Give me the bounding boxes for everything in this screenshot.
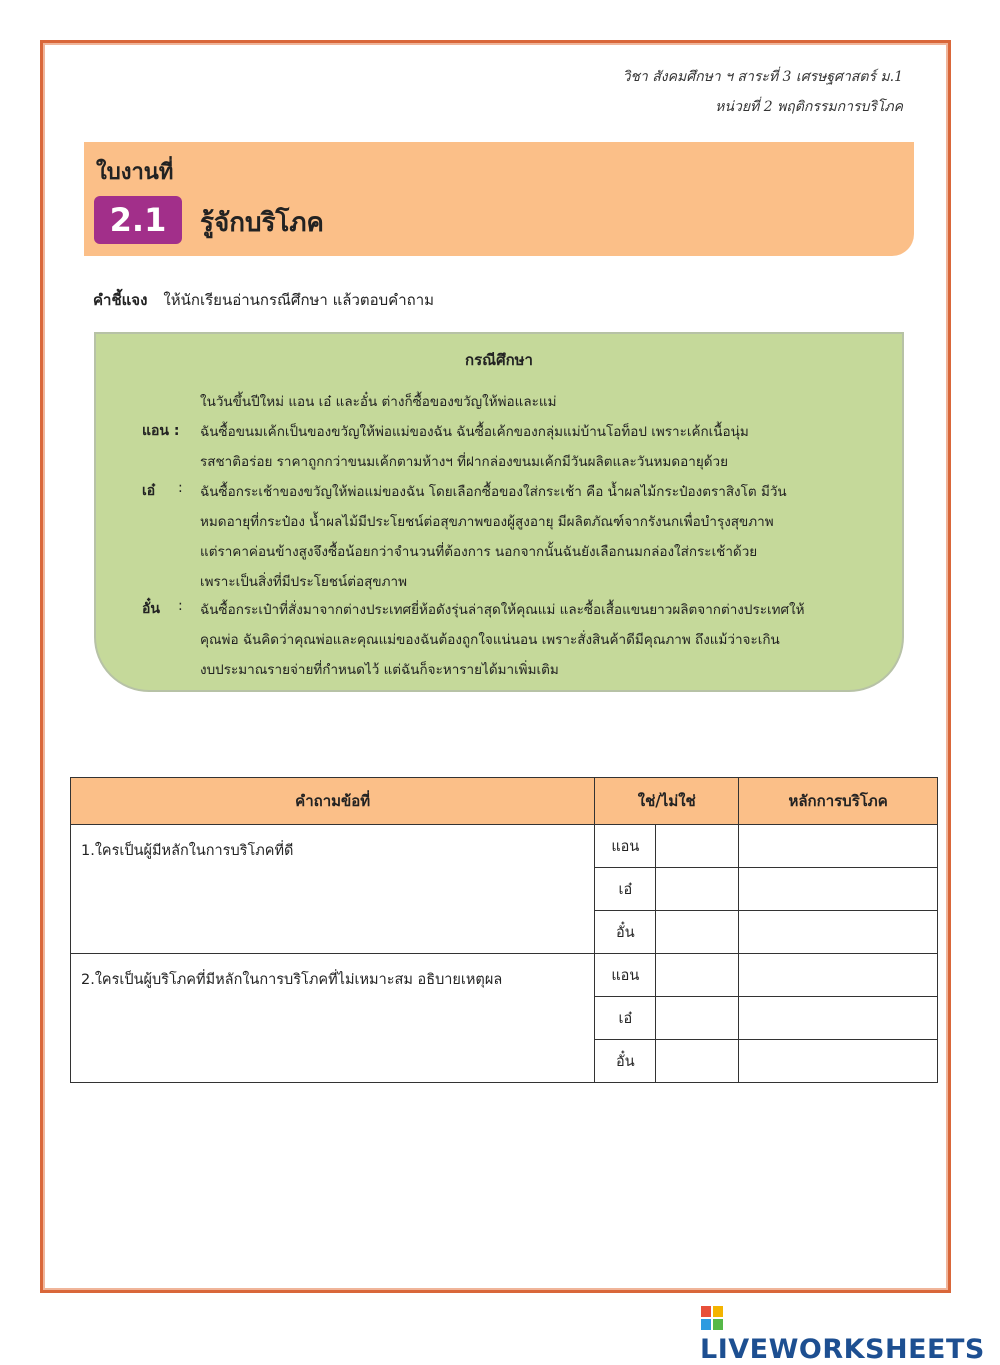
case-line: คุณพ่อ ฉันคิดว่าคุณพ่อและคุณแม่ของฉันต้องถูกใจแน่นอน เพราะสั่งสินค้าดีมีคุณภาพ ถึงแม้ว่าจะเกิน (200, 632, 780, 648)
subject-header (623, 62, 903, 122)
worksheet-label: ใบงานที่ (96, 160, 174, 185)
case-line: ฉันซื้อขนมเค้กเป็นของขวัญให้พ่อแม่ของฉัน ฉันซื้อเค้กของกลุ่มแม่บ้านโอท็อป เพราะเค้กเนื้อนุ่ม (200, 424, 749, 440)
speaker-ae: เอ๋ (142, 483, 156, 499)
instruction (93, 288, 434, 312)
yes-no-answer-field[interactable] (656, 1040, 739, 1083)
name-cell: อั๋น (595, 911, 656, 954)
table-row (71, 954, 938, 997)
instruction-text: ให้นักเรียนอ่านกรณีศึกษา แล้วตอบคำถาม (163, 291, 435, 309)
speaker-colon: : (178, 598, 183, 614)
case-line: หมดอายุที่กระป๋อง น้ำผลไม้มีประโยชน์ต่อสุขภาพของผู้สูงอายุ มีผลิตภัณฑ์จากรังนกเพื่อบำรุงสุขภาพ (200, 514, 774, 530)
principle-answer-field[interactable] (739, 825, 938, 868)
subject-line-1: วิชา สังคมศึกษา ฯ สาระที่ 3 เศรษฐศาสตร์ ม.1 (622, 69, 903, 85)
case-study-box (94, 332, 904, 692)
question-1-text: 1.ใครเป็นผู้มีหลักในการบริโภคที่ดี (71, 825, 595, 954)
name-cell: เอ๋ (595, 997, 656, 1040)
principle-answer-field[interactable] (739, 954, 938, 997)
speaker-colon: : (178, 480, 183, 496)
yes-no-answer-field[interactable] (656, 825, 739, 868)
logo-text: LIVEWORKSHEETS (700, 1334, 985, 1365)
yes-no-answer-field[interactable] (656, 997, 739, 1040)
principle-answer-field[interactable] (739, 997, 938, 1040)
speaker-aun: อั๋น (142, 601, 160, 617)
case-line: รสชาติอร่อย ราคาถูกกว่าขนมเค้กตามห้างฯ ที่ฝากล่องขนมเค้กมีวันผลิตและวันหมดอายุด้วย (200, 454, 728, 470)
case-line: เพราะเป็นสิ่งที่มีประโยชน์ต่อสุขภาพ (200, 574, 407, 590)
name-cell: เอ๋ (595, 868, 656, 911)
case-study-title: กรณีศึกษา (465, 351, 533, 369)
question-table (70, 777, 938, 1083)
liveworksheets-logo-icon (700, 1305, 724, 1331)
name-cell: อั๋น (595, 1040, 656, 1083)
principle-answer-field[interactable] (739, 868, 938, 911)
yes-no-answer-field[interactable] (656, 868, 739, 911)
case-intro: ในวันขึ้นปีใหม่ แอน เอ๋ และอั๋น ต่างก็ซื้อของขวัญให้พ่อและแม่ (200, 394, 557, 410)
principle-answer-field[interactable] (739, 1040, 938, 1083)
speaker-ann: แอน : (142, 423, 180, 439)
header-question: คำถามข้อที่ (71, 778, 595, 825)
subject-line-2: หน่วยที่ 2 พฤติกรรมการบริโภค (715, 99, 903, 115)
header-yes-no: ใช่/ไม่ใช่ (595, 778, 739, 825)
worksheet-number-badge: 2.1 (94, 196, 182, 244)
name-cell: แอน (595, 954, 656, 997)
worksheet-banner (84, 142, 914, 256)
table-header-row (71, 778, 938, 825)
worksheet-title: รู้จักบริโภค (200, 208, 324, 238)
liveworksheets-logo (700, 1303, 1000, 1365)
case-line: งบประมาณรายจ่ายที่กำหนดไว้ แต่ฉันก็จะหารายได้มาเพิ่มเติม (200, 662, 559, 678)
table-row (71, 825, 938, 868)
case-line: ฉันซื้อกระเป๋าที่สั่งมาจากต่างประเทศยี่ห้อดังรุ่นล่าสุดให้คุณแม่ และซื้อเสื้อแขนยาวผลิตจากต่างประเทศให้ (200, 602, 805, 618)
principle-answer-field[interactable] (739, 911, 938, 954)
yes-no-answer-field[interactable] (656, 954, 739, 997)
name-cell: แอน (595, 825, 656, 868)
question-2-text: 2.ใครเป็นผู้บริโภคที่มีหลักในการบริโภคที่ไม่เหมาะสม อธิบายเหตุผล (71, 954, 595, 1083)
yes-no-answer-field[interactable] (656, 911, 739, 954)
header-principle: หลักการบริโภค (739, 778, 938, 825)
instruction-label: คำชี้แจง (93, 291, 148, 309)
case-line: ฉันซื้อกระเช้าของขวัญให้พ่อแม่ของฉัน โดยเลือกซื้อของใส่กระเช้า คือ น้ำผลไม้กระป๋องตราสิงโต มีวัน (200, 484, 787, 500)
case-line: แต่ราคาค่อนข้างสูงจึงซื้อน้อยกว่าจำนวนที่ต้องการ นอกจากนั้นฉันยังเลือกนมกล่องใส่กระเช้าด้วย (200, 544, 758, 560)
